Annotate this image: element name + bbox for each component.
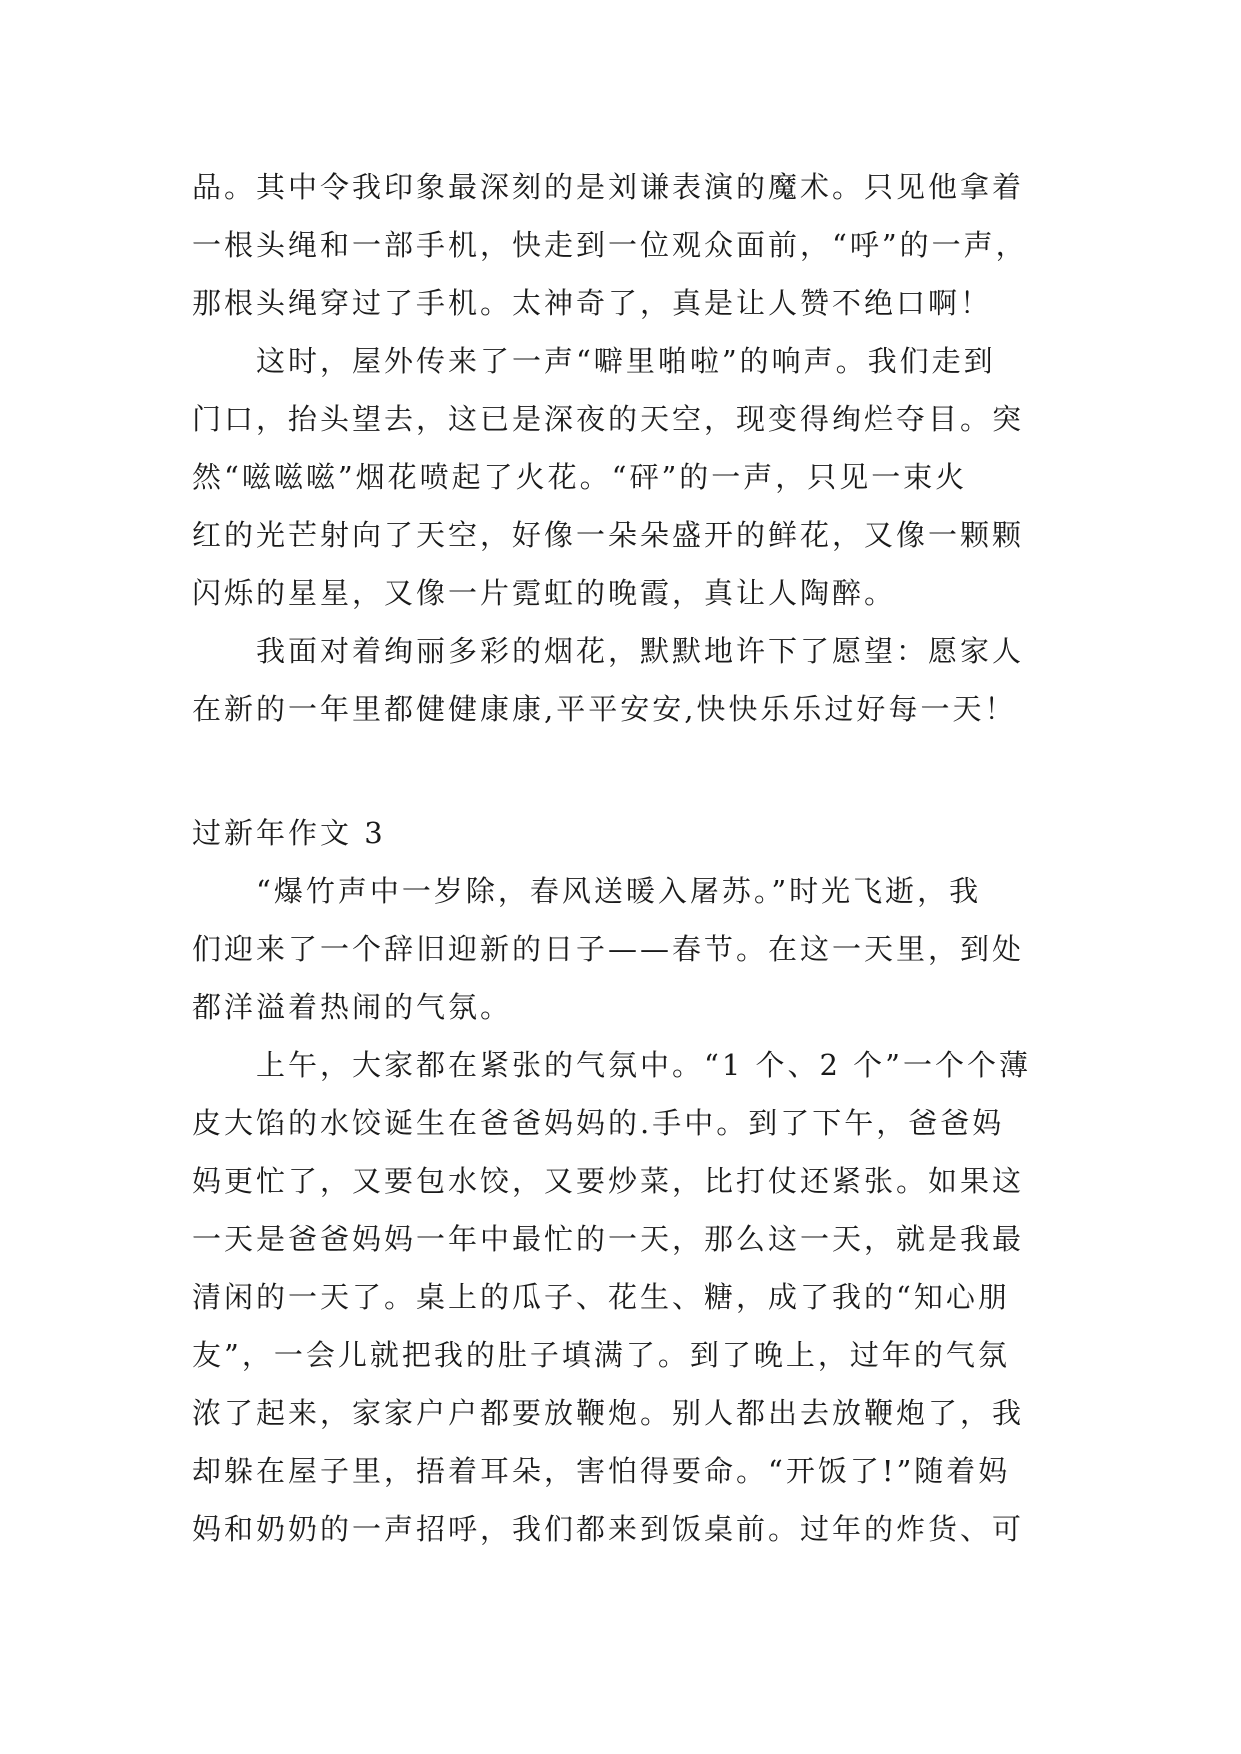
text-line: 闪烁的星星，又像一片霓虹的晚霞，真让人陶醉。	[192, 576, 897, 610]
text-line: 一根头绳和一部手机，快走到一位观众面前，“呼”的一声，	[192, 228, 1028, 262]
text-line: 红的光芒射向了天空，好像一朵朵盛开的鲜花，又像一颗颗	[192, 518, 1025, 552]
text-line: 品。其中令我印象最深刻的是刘谦表演的魔术。只见他拿着	[192, 170, 1025, 204]
text-line: 然“嗞嗞嗞”烟花喷起了火花。“砰”的一声，只见一束火	[192, 460, 968, 494]
text-line: 妈和奶奶的一声招呼，我们都来到饭桌前。过年的炸货、可	[192, 1512, 1025, 1546]
text-line: 皮大馅的水饺诞生在爸爸妈妈的.手中。到了下午，爸爸妈	[192, 1106, 1005, 1140]
text-line: 却躲在屋子里，捂着耳朵，害怕得要命。“开饭了!”随着妈	[192, 1454, 1011, 1488]
text-line: 在新的一年里都健健康康,平平安安,快快乐乐过好每一天！	[192, 692, 1017, 726]
text-line: 门口，抬头望去，这已是深夜的天空，现变得绚烂夺目。突	[192, 402, 1025, 436]
text-line: 妈更忙了，又要包水饺，又要炒菜，比打仗还紧张。如果这	[192, 1164, 1025, 1198]
text-line: “爆竹声中一岁除，春风送暖入屠苏。”时光飞逝，我	[192, 874, 982, 908]
text-line: 们迎来了一个辞旧迎新的日子——春节。在这一天里，到处	[192, 932, 1025, 966]
section1-text	[192, 158, 1062, 738]
text-line: 那根头绳穿过了手机。太神奇了，真是让人赞不绝口啊！	[192, 286, 993, 320]
section2-text	[192, 862, 1062, 1558]
text-line: 清闲的一天了。桌上的瓜子、花生、糖，成了我的“知心朋	[192, 1280, 1010, 1314]
text-line: 一天是爸爸妈妈一年中最忙的一天，那么这一天，就是我最	[192, 1222, 1025, 1256]
text-line: 我面对着绚丽多彩的烟花，默默地许下了愿望：愿家人	[192, 634, 1025, 668]
text-line: 这时，屋外传来了一声“噼里啪啦”的响声。我们走到	[192, 344, 996, 378]
text-line: 浓了起来，家家户户都要放鞭炮。别人都出去放鞭炮了，我	[192, 1396, 1025, 1430]
section-heading: 过新年作文 3	[192, 816, 386, 850]
text-line: 上午，大家都在紧张的气氛中。“1 个、2 个”一个个薄	[192, 1048, 1031, 1082]
text-line: 友”，一会儿就把我的肚子填满了。到了晚上，过年的气氛	[192, 1338, 1010, 1372]
text-line: 都洋溢着热闹的气氛。	[192, 990, 513, 1024]
